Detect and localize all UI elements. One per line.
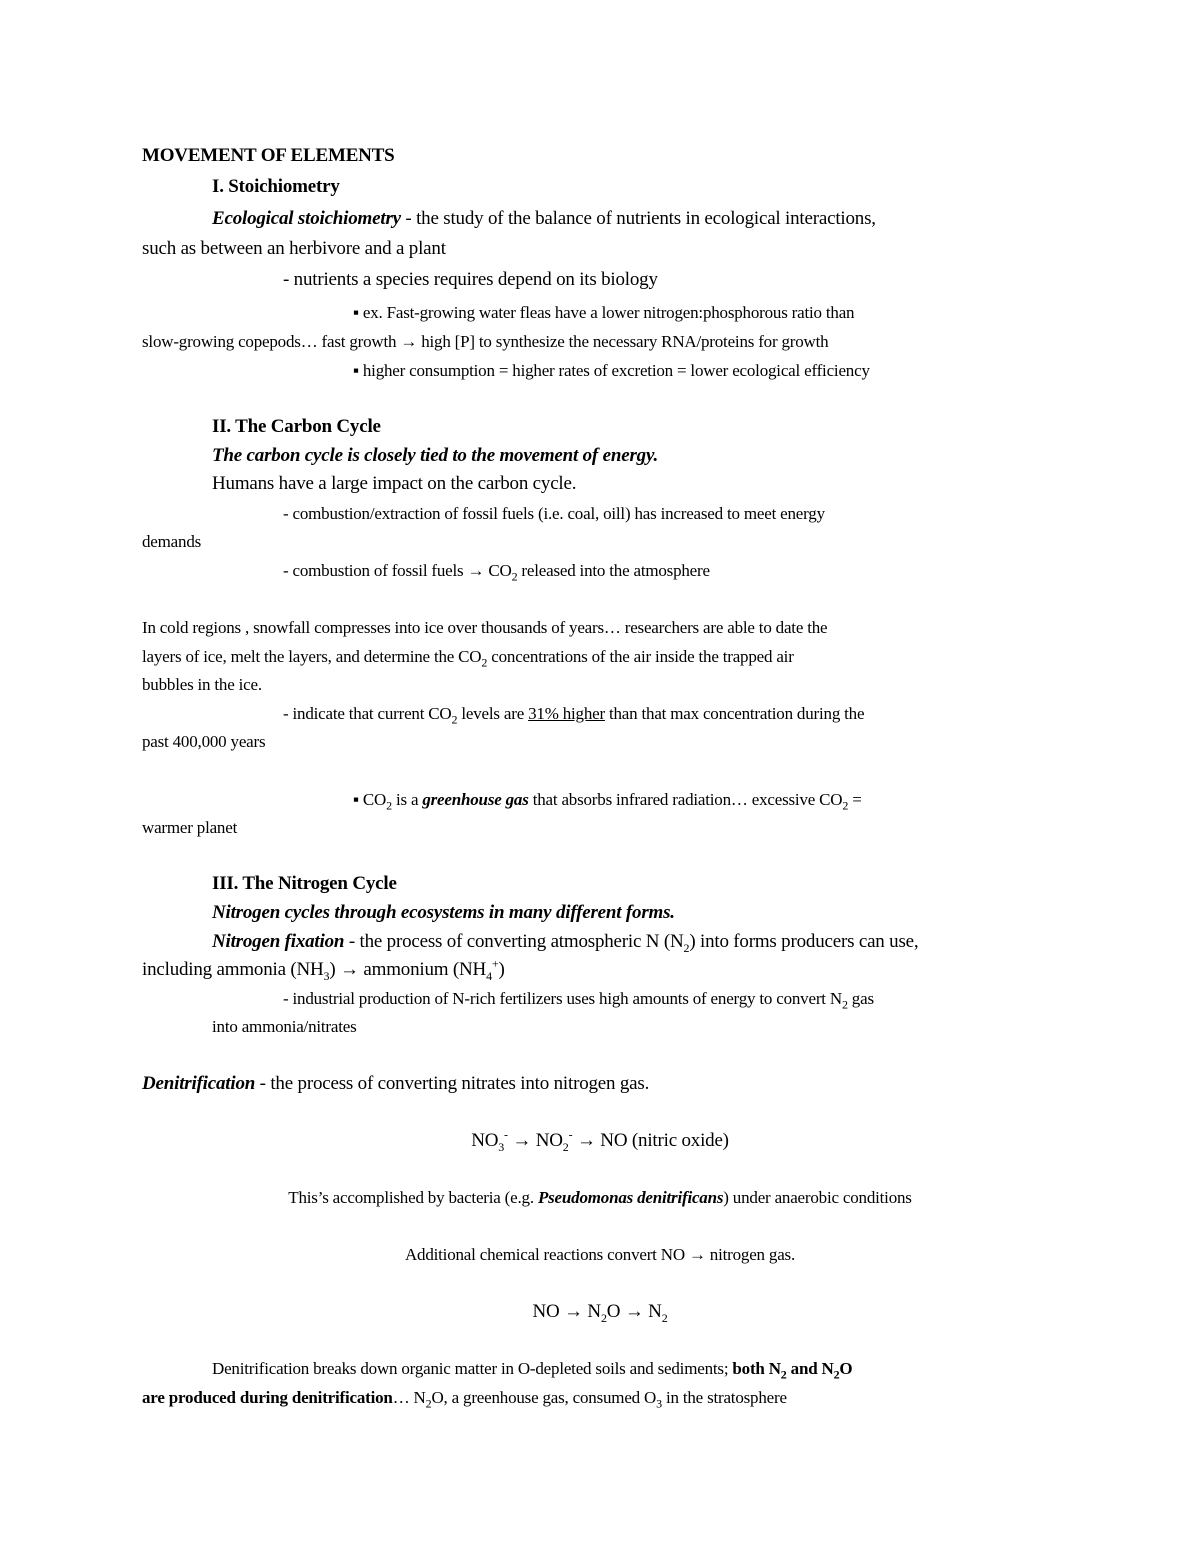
co2-levels-line: - indicate that current $CO_2$ levels are 31% higher than that max concentration during the <box>283 704 865 727</box>
underlined-31-percent: 31% higher <box>528 704 605 723</box>
industrial-production-line: - industrial production of N-rich fertilizers uses high amounts of energy to convert $N_2$ gas <box>283 989 874 1012</box>
example-line-2: slow-growing copepods… fast growth → high [P] to synthesize the necessary RNA/proteins for growth <box>142 332 829 351</box>
example-line-1: ▪ ex. Fast-growing water fleas have a lower nitrogen:phosphorous ratio than <box>353 303 855 322</box>
nitrogen-fixation-cont: including ammonia $(NH_3)$ → ammonium $(NH_4^+)$ <box>142 956 505 983</box>
greenhouse-gas-cont: warmer planet <box>142 818 238 837</box>
ice-core-line-3: bubbles in the ice. <box>142 675 262 694</box>
bacteria-line: This’s accomplished by bacteria (e.g. Pseudomonas denitrificans) under anaerobic conditions <box>288 1188 912 1207</box>
section-heading-nitrogen-cycle: III. The Nitrogen Cycle <box>212 873 397 894</box>
fossil-fuel-dash-1-cont: demands <box>142 532 202 551</box>
nitrogen-fixation-definition: Nitrogen fixation - the process of converting atmospheric N $(N_2)$ into forms producers can use, <box>212 931 919 955</box>
document-title: MOVEMENT OF ELEMENTS <box>142 145 395 166</box>
carbon-cycle-tagline: The carbon cycle is closely tied to the movement of energy. <box>212 445 659 466</box>
definition-ecological-stoichiometry <box>212 207 876 231</box>
section-heading-stoichiometry: I. Stoichiometry <box>212 176 340 197</box>
humans-impact: Humans have a large impact on the carbon cycle. <box>212 473 577 494</box>
term-nitrogen-fixation: Nitrogen fixation <box>212 931 345 952</box>
definition-text: - the study of the balance of nutrients in ecological interactions, <box>400 208 876 229</box>
ice-core-line-1: In cold regions , snowfall compresses into ice over thousands of years… researchers are able to date the <box>142 618 828 637</box>
species-name: Pseudomonas denitrificans <box>537 1188 724 1207</box>
ice-core-line-2: layers of ice, melt the layers, and determine the $CO_2$ concentrations of the air inside the trapped air <box>142 647 794 670</box>
term-ecological-stoichiometry: Ecological stoichiometry <box>212 208 401 229</box>
definition-continuation: such as between an herbivore and a plant <box>142 238 446 259</box>
industrial-production-cont: into ammonia/nitrates <box>212 1017 357 1036</box>
denitrification-summary-line-2: are produced during denitrification… $N_2O$, a greenhouse gas, consumed $O_3$ in the stratosphere <box>142 1388 787 1411</box>
nutrients-bullet: - nutrients a species requires depend on its biology <box>283 269 658 290</box>
section-heading-carbon-cycle: II. The Carbon Cycle <box>212 416 381 437</box>
example-line-3: ▪ higher consumption = higher rates of excretion = lower ecological efficiency <box>353 361 870 380</box>
equation-nitrate-reduction: $NO_3^- \to NO_2^-$ → NO (nitric oxide) <box>471 1127 729 1154</box>
fossil-fuel-dash-1: - combustion/extraction of fossil fuels (i.e. coal, oill) has increased to meet energy <box>283 504 825 523</box>
denitrification-summary-line-1: Denitrification breaks down organic matter in O-depleted soils and sediments; both $N_2$ and $N_2O$ <box>212 1359 853 1382</box>
nitrogen-cycle-tagline: Nitrogen cycles through ecosystems in many different forms. <box>212 902 675 923</box>
equation-no-to-n2: NO → $N_2O \to N_2$ <box>532 1301 668 1325</box>
fossil-fuel-dash-2: - combustion of fossil fuels → $CO_2$ released into the atmosphere <box>283 561 710 584</box>
denitrification-definition: Denitrification - the process of converting nitrates into nitrogen gas. <box>142 1073 650 1094</box>
greenhouse-gas-line: ▪ $CO_2$ is a greenhouse gas that absorbs infrared radiation… excessive $CO_2$ = <box>353 790 862 813</box>
co2-levels-cont: past 400,000 years <box>142 732 266 751</box>
additional-reactions-line: Additional chemical reactions convert NO → nitrogen gas. <box>404 1245 796 1264</box>
term-denitrification: Denitrification <box>142 1073 256 1094</box>
